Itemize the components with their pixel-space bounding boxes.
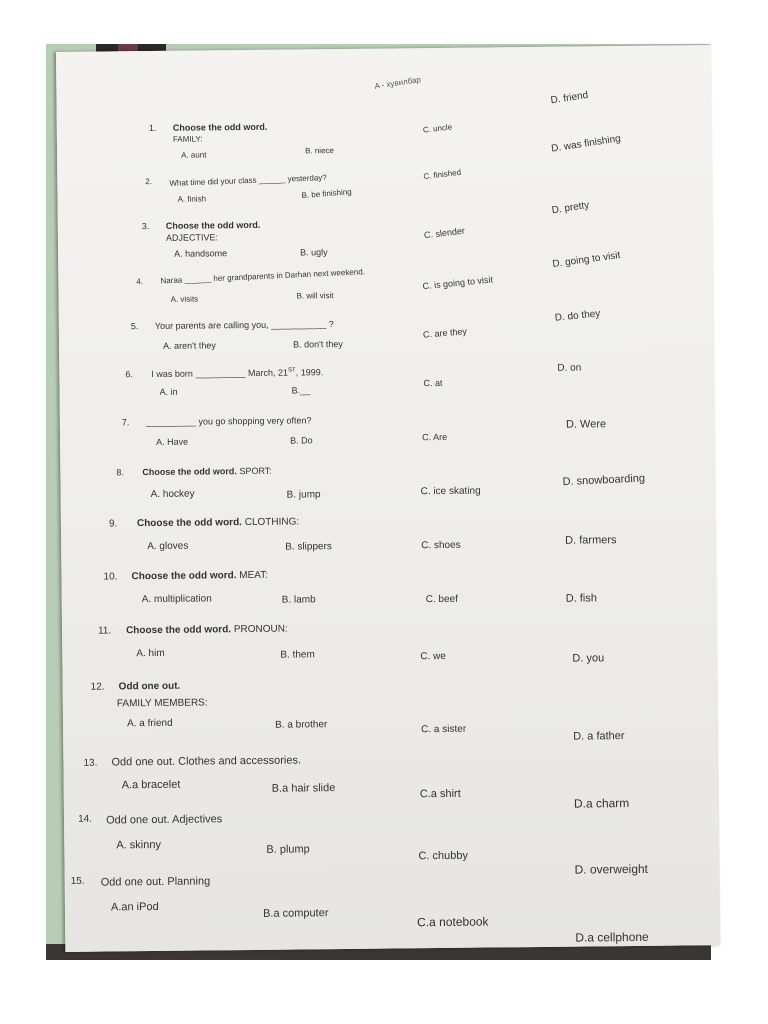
q9-number: 9.	[108, 518, 118, 530]
q8-option-b: B. jump	[286, 489, 321, 501]
q13-option-c: C.a shirt	[419, 787, 461, 801]
q15-prompt: Odd one out. Planning	[100, 875, 211, 889]
q5-text	[155, 319, 334, 331]
q12-option-c: C. a sister	[421, 723, 467, 736]
q1-option-d: D. friend	[549, 89, 589, 107]
q12-option-d: D. a father	[573, 730, 625, 743]
q14-option-a: A. skinny	[116, 838, 162, 852]
q4-text	[160, 267, 365, 285]
q8-number: 8.	[116, 467, 124, 478]
q12-number: 12.	[90, 681, 105, 693]
q5-post: ?	[328, 319, 334, 330]
q11-option-a: A. him	[136, 647, 165, 660]
q9-option-b: B. slippers	[285, 541, 332, 553]
q9-text	[137, 516, 299, 529]
q7-post: you go shopping very often?	[198, 415, 312, 427]
q4-blank: ______	[184, 274, 212, 285]
q13-prompt: Odd one out. Clothes and accessories.	[111, 754, 302, 769]
worksheet-page	[56, 45, 720, 952]
q14-option-d: D. overweight	[574, 861, 649, 877]
q3-option-b: B. ugly	[300, 247, 328, 258]
q3-sub: ADJECTIVE:	[165, 232, 219, 243]
q10-sub: MEAT:	[239, 569, 269, 582]
q6-post2: , 1999.	[295, 367, 324, 378]
q8-option-c: C. ice skating	[420, 485, 481, 498]
q3-option-a: A. handsome	[174, 248, 228, 259]
q6-pre: I was born	[151, 368, 193, 380]
q14-option-c: C. chubby	[418, 849, 469, 863]
q11-text	[126, 624, 288, 637]
q7-blank: __________	[145, 416, 196, 428]
q11-option-b: B. them	[280, 649, 315, 661]
q11-option-d: D. you	[572, 652, 605, 665]
q14-prompt: Odd one out. Adjectives	[105, 813, 223, 827]
q5-number: 5.	[130, 321, 139, 332]
q4-number: 4.	[136, 277, 144, 287]
q1-option-c: C. uncle	[422, 122, 453, 135]
q12-option-a: A. a friend	[126, 717, 173, 730]
q11-number: 11.	[98, 625, 112, 637]
q11-sub: PRONOUN:	[233, 623, 288, 636]
q8-sub: SPORT:	[239, 465, 272, 477]
q4-post: her grandparents in Darhan next weekend.	[213, 267, 366, 284]
q7-option-d: D. Were	[565, 418, 607, 431]
q2-pre: What time did your class	[169, 175, 257, 188]
q3-option-c: C. slender	[423, 225, 466, 241]
q9-sub: CLOTHING:	[244, 516, 300, 529]
q14-option-b: B. plump	[266, 843, 310, 856]
q10-option-a: A. multiplication	[141, 593, 212, 606]
q7-option-c: C. Are	[422, 431, 448, 443]
q2-option-d: D. was finishing	[550, 133, 622, 155]
q8-text	[142, 466, 271, 477]
q5-option-c: C. are they	[422, 326, 468, 340]
q6-option-a: A. in	[159, 386, 178, 397]
q13-option-a: A.a bracelet	[121, 778, 181, 792]
q4-option-b: B. will visit	[296, 291, 334, 301]
q1-prompt: Choose the odd word.	[172, 121, 268, 133]
q9-prompt: Choose the odd word.	[136, 517, 242, 530]
q8-option-a: A. hockey	[150, 488, 195, 501]
q12-prompt: Odd one out.	[118, 680, 181, 693]
q1-option-a: A. aunt	[181, 150, 207, 160]
q15-option-b: B.a computer	[262, 907, 329, 920]
q9-option-c: C. shoes	[421, 539, 461, 552]
q2-blank: ______	[258, 174, 286, 185]
q5-option-a: A. aren't they	[163, 340, 216, 351]
q1-option-b: B. niece	[305, 146, 335, 156]
variant-header: A - хувилбар	[373, 74, 422, 91]
q13-option-d: D.a charm	[573, 796, 630, 811]
q2-option-c: C. finished	[422, 167, 462, 182]
q6-number: 6.	[125, 369, 133, 380]
q5-option-b: B. don't they	[293, 339, 343, 350]
q8-prompt: Choose the odd word.	[142, 466, 237, 478]
q2-post: yesterday?	[287, 173, 327, 184]
q6-option-c: C. at	[423, 377, 443, 389]
q10-number: 10.	[103, 571, 118, 583]
q3-prompt: Choose the odd word.	[165, 219, 261, 231]
q8-option-d: D. snowboarding	[562, 472, 646, 489]
q2-number: 2.	[145, 177, 153, 187]
q10-prompt: Choose the odd word.	[131, 570, 237, 583]
q15-option-d: D.a cellphone	[575, 929, 649, 945]
q4-option-c: C. is going to visit	[422, 274, 494, 292]
q10-text	[131, 570, 268, 582]
q6-post: March, 21	[247, 367, 289, 379]
q15-option-c: C.a notebook	[417, 914, 489, 930]
q10-option-d: D. fish	[565, 592, 598, 605]
q12-sub: FAMILY MEMBERS:	[116, 697, 208, 710]
q2-text	[169, 173, 327, 188]
q5-option-d: D. do they	[554, 308, 601, 324]
q5-blank: ___________	[271, 319, 327, 330]
q6-text	[151, 367, 323, 379]
q6-blank: __________	[195, 368, 246, 379]
q1-number: 1.	[148, 122, 157, 134]
q15-number: 15.	[70, 875, 85, 887]
q11-option-c: C. we	[420, 650, 446, 663]
q1-sub: FAMILY:	[172, 134, 203, 144]
q3-number: 3.	[141, 221, 150, 232]
q15-option-a: A.an iPod	[110, 900, 159, 914]
q4-pre: Naraa	[160, 275, 183, 286]
q11-prompt: Choose the odd word.	[126, 624, 232, 637]
q9-option-a: A. gloves	[147, 540, 189, 553]
q7-text	[146, 415, 312, 427]
q10-option-c: C. beef	[425, 593, 459, 606]
q6-option-b: B.__	[291, 385, 311, 396]
q13-option-b: B.a hair slide	[271, 782, 336, 795]
q2-option-b: B. be finishing	[301, 187, 353, 201]
q2-option-a: A. finish	[177, 194, 207, 204]
q13-number: 13.	[83, 757, 98, 769]
q12-option-b: B. a brother	[275, 719, 328, 731]
q10-option-b: B. lamb	[281, 594, 316, 606]
q5-pre: Your parents are calling you,	[154, 319, 269, 331]
q7-option-b: B. Do	[290, 435, 313, 446]
q6-option-d: D. on	[557, 362, 582, 374]
q14-number: 14.	[77, 813, 92, 825]
q7-option-a: A. Have	[156, 436, 189, 447]
q9-option-d: D. farmers	[565, 534, 617, 547]
q6-sup: ST	[287, 367, 296, 374]
q7-number: 7.	[121, 417, 130, 428]
q4-option-d: D. going to visit	[551, 249, 622, 270]
q4-option-a: A. visits	[170, 294, 199, 304]
q3-option-d: D. pretty	[551, 199, 591, 217]
